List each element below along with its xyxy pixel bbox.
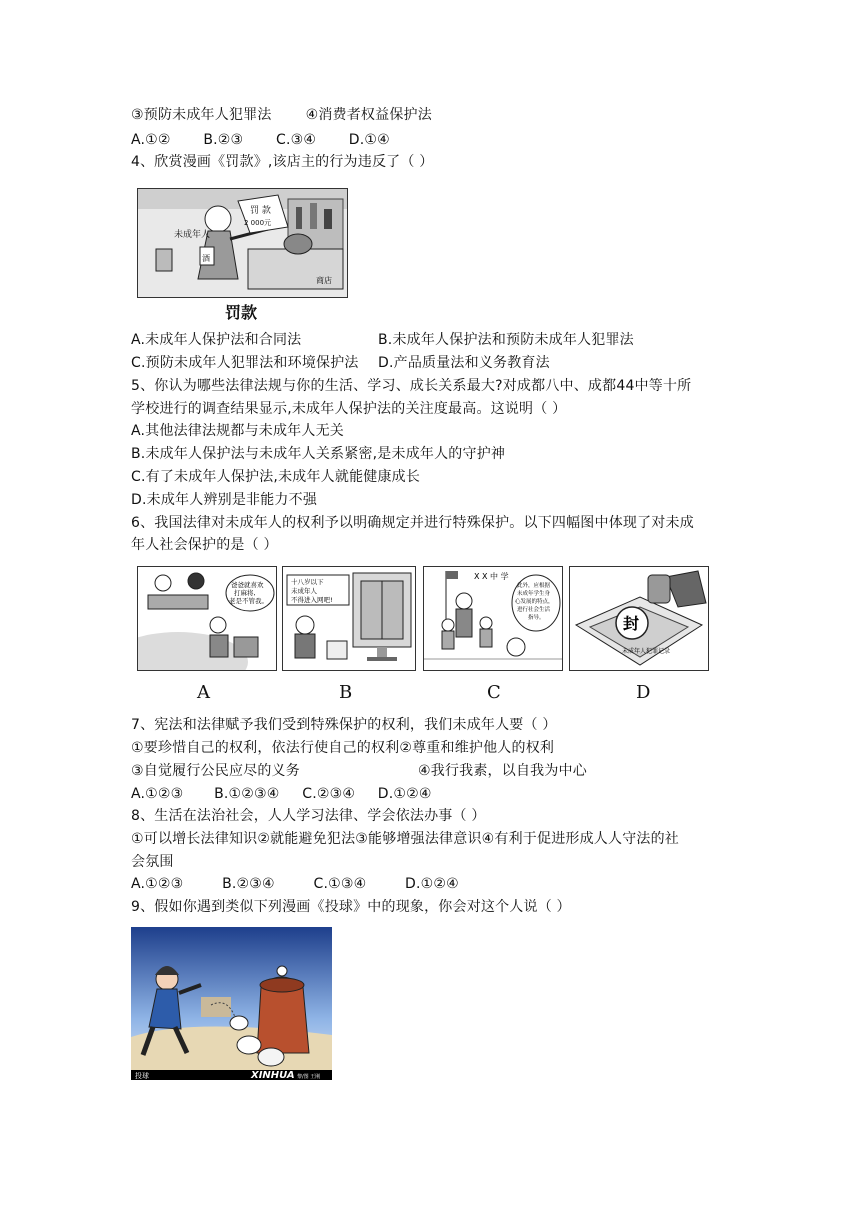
q8-item-1: ①可以增长法律知识②就能避免犯法③能够增强法律意识④有利于促进形成人人守法的社 xyxy=(131,831,680,847)
q7-item-1: ①要珍惜自己的权利，依法行使自己的权利②尊重和维护他人的权利 xyxy=(131,740,555,756)
q6b-bubble-2: 未成年人 xyxy=(291,587,317,595)
q6-panel-d xyxy=(569,566,709,671)
q5-stem-2: 学校进行的调查结果显示,未成年人保护法的关注度最高。这说明（ ） xyxy=(131,401,567,417)
q9-cartoon-caption: 投球 xyxy=(135,1072,149,1080)
q8-stem: 8、生活在法治社会，人人学习法律、学会依法办事（ ） xyxy=(131,808,486,824)
q6c-bubble-4: 进行社会生活 xyxy=(517,607,551,613)
q8-options xyxy=(131,873,487,895)
q3-option-d: D.①④ xyxy=(348,132,390,148)
q8-option-d: D.①②④ xyxy=(405,876,459,892)
q6-letter-c: C xyxy=(487,682,501,703)
q4-options-row1 xyxy=(131,329,634,351)
q9-credit: 黎/图 王刚 xyxy=(297,1074,321,1080)
q6-panel-b xyxy=(282,566,416,671)
q7-option-d: D.①②④ xyxy=(377,786,432,802)
q7-option-b: B.①②③④ xyxy=(214,786,280,802)
q7-options xyxy=(131,783,460,805)
q3-option-c: C.③④ xyxy=(275,132,317,148)
q6-stem-1: 6、我国法律对未成年人的权利予以明确规定并进行特殊保护。以下四幅图中体现了对未成 xyxy=(131,515,694,531)
q8-option-c: C.①③④ xyxy=(313,876,367,892)
q6-letter-b: B xyxy=(339,682,353,703)
q6c-school: X X 中 学 xyxy=(474,572,509,581)
q6d-record: 未成年人犯罪记录 xyxy=(622,648,671,655)
q3-item-4: ④消费者权益保护法 xyxy=(305,107,432,123)
q5-option-b: B.未成年人保护法与未成年人关系紧密,是未成年人的守护神 xyxy=(131,446,506,462)
q3-option-b: B.②③ xyxy=(203,132,244,148)
q6c-bubble-5: 指导。 xyxy=(528,615,545,621)
q6-stem-2: 年人社会保护的是（ ） xyxy=(131,537,278,553)
q6b-bubble-1: 十八岁以下 xyxy=(291,578,324,586)
q6c-bubble-3: 心发展的特点， xyxy=(515,599,554,605)
q6c-bubble-1: 此外，应根据 xyxy=(517,583,551,589)
q5-option-a: A.其他法律法规都与未成年人无关 xyxy=(131,423,344,439)
q7-stem: 7、宪法和法律赋予我们受到特殊保护的权利，我们未成年人要（ ） xyxy=(131,717,557,733)
q8-item-2: 会氛围 xyxy=(131,854,174,870)
q5-option-d: D.未成年人辨别是非能力不强 xyxy=(131,492,318,508)
q4-bottle-label: 酒 xyxy=(202,254,210,263)
q7-item-4: ④我行我素，以自我为中心 xyxy=(418,763,587,779)
q4-minor-label: 未成年人 xyxy=(174,230,211,240)
q3-item-3: ③预防未成年人犯罪法 xyxy=(131,107,272,123)
q4-fine-sign: 罚 款 xyxy=(250,206,271,216)
q6a-bubble-2: 打麻将, xyxy=(234,589,256,597)
q6-panel-a xyxy=(137,566,277,671)
q6a-bubble-1: 爸爸就喜欢 xyxy=(231,581,264,589)
q6d-seal: 封 xyxy=(623,614,640,633)
q7-option-c: C.②③④ xyxy=(302,786,356,802)
q9-stem: 9、假如你遇到类似下列漫画《投球》中的现象，你会对这个人说（ ） xyxy=(131,899,571,915)
q4-fine-cartoon xyxy=(137,188,348,298)
q6-panel-c xyxy=(423,566,563,671)
q4-options-row2 xyxy=(131,352,550,374)
q8-option-b: B.②③④ xyxy=(222,876,275,892)
q4-option-c: C.预防未成年人犯罪法和环境保护法 xyxy=(131,355,359,371)
q9-watermark: XINHUA xyxy=(251,1070,295,1080)
q4-fine-amount: 2 000元 xyxy=(244,219,272,227)
q7-option-a: A.①②③ xyxy=(131,786,184,802)
q6c-bubble-2: 未成年学生身 xyxy=(517,591,551,597)
q4-option-d: D.产品质量法和义务教育法 xyxy=(378,355,550,371)
q4-shop-label: 商店 xyxy=(316,276,332,285)
q8-option-a: A.①②③ xyxy=(131,876,184,892)
q4-stem: 4、欣赏漫画《罚款》,该店主的行为违反了（ ） xyxy=(131,154,434,170)
q7-item-3: ③自觉履行公民应尽的义务 xyxy=(131,763,300,779)
q3-option-a: A.①② xyxy=(131,132,171,148)
q6b-bubble-3: 不得进入网吧! xyxy=(291,596,333,604)
q7-items-row2 xyxy=(131,760,587,782)
q4-cartoon-caption: 罚款 xyxy=(225,303,258,322)
q4-option-b: B.未成年人保护法和预防未成年人犯罪法 xyxy=(378,332,634,348)
q6-letter-d: D xyxy=(636,682,651,703)
q5-option-c: C.有了未成年人保护法,未成年人就能健康成长 xyxy=(131,469,421,485)
q4-option-a: A.未成年人保护法和合同法 xyxy=(131,332,302,348)
q9-throwing-cartoon xyxy=(131,927,332,1080)
q5-stem-1: 5、你认为哪些法律法规与你的生活、学习、成长关系最大?对成都八中、成都44中等十所 xyxy=(131,378,692,394)
q6a-bubble-3: 老是不管我。 xyxy=(229,597,268,605)
q6-letter-a: A xyxy=(197,682,210,703)
q3-options xyxy=(131,129,418,151)
q3-items-row xyxy=(131,104,432,126)
